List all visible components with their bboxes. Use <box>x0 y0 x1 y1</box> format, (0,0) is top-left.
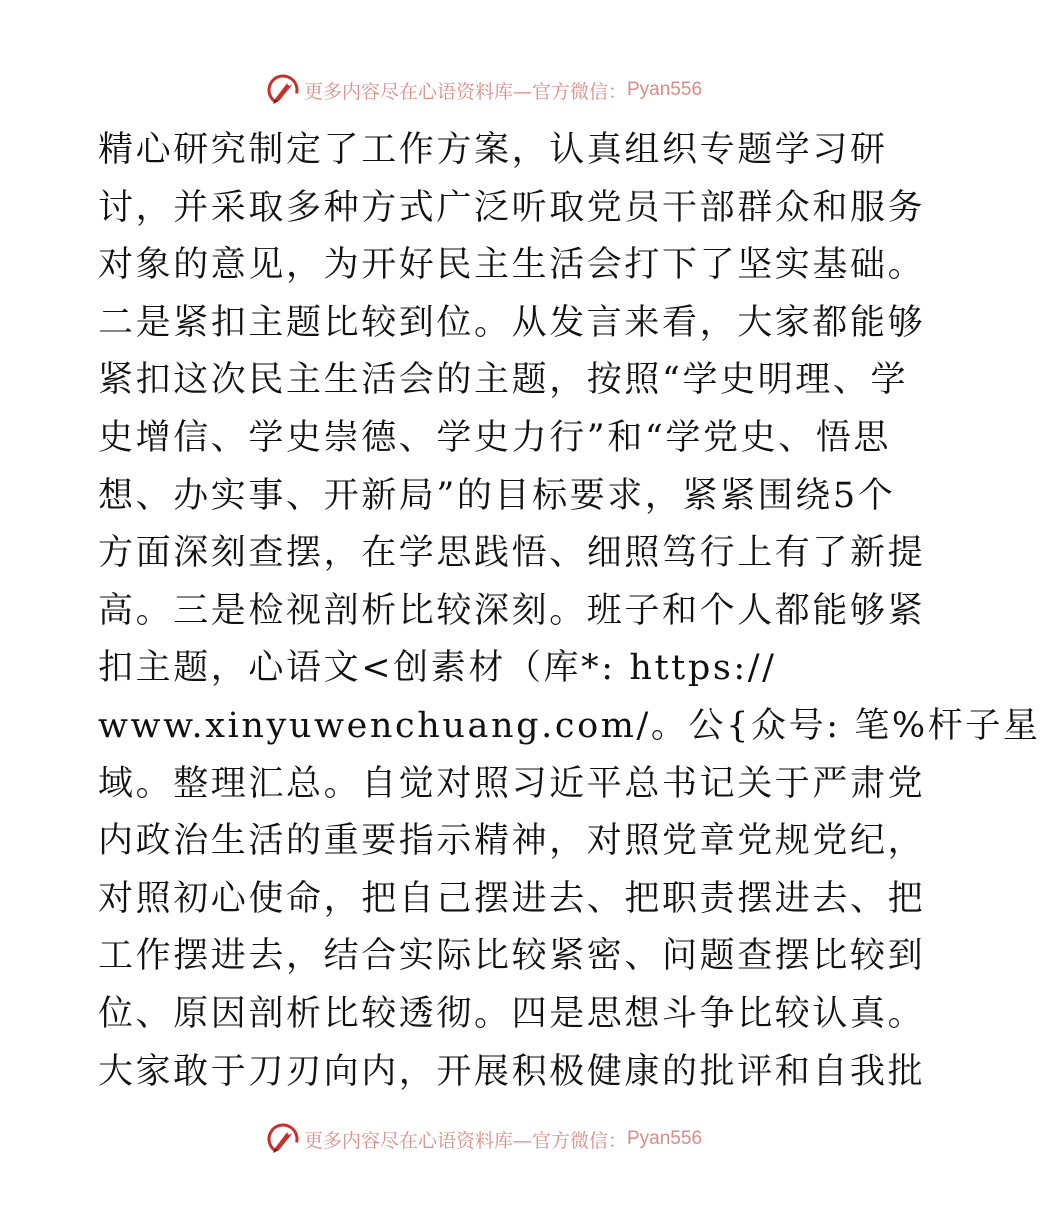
body-line: 大家敢于刀刃向内，开展积极健康的批评和自我批 <box>98 1051 926 1092</box>
body-line: 精心研究制定了工作方案，认真组织专题学习研 <box>98 130 888 170</box>
document-body <box>98 122 1041 1101</box>
body-line: 史增信、学史崇德、学史力行”和“学党史、悟思 <box>98 417 891 458</box>
body-line: 二是紧扣主题比较到位。从发言来看，大家都能够 <box>98 302 926 343</box>
footer-watermark-text: 更多内容尽在心语资料库—官方微信： <box>303 1129 627 1152</box>
body-line: 工作摆进去，结合实际比较紧密、问题查摆比较到 <box>98 936 926 977</box>
body-line: 内政治生活的重要指示精神，对照党章党规党纪， <box>98 821 926 862</box>
body-line: 位、原因剖析比较透彻。四是思想斗争比较认真。 <box>98 993 926 1034</box>
body-line: 扣主题，心语文<创素材（库*: https:// <box>98 648 777 689</box>
header-watermark-text: 更多内容尽在心语资料库—官方微信： <box>303 80 627 103</box>
body-line: 讨，并采取多种方式广泛听取党员干部群众和服务 <box>98 187 926 228</box>
body-line: 高。三是检视剖析比较深刻。班子和个人都能够紧 <box>98 590 926 631</box>
body-line: 对象的意见，为开好民主生活会打下了坚实基础。 <box>98 245 926 286</box>
footer-watermark-id: Pyan556 <box>627 1128 703 1149</box>
footer-watermark-inner <box>266 1122 702 1156</box>
body-line: 对照初心使命，把自己摆进去、把职责摆进去、把 <box>98 878 926 919</box>
body-line: 方面深刻查摆，在学思践悟、细照笃行上有了新提 <box>98 533 926 574</box>
header-watermark-inner <box>266 73 702 107</box>
header-watermark-banner <box>0 70 950 110</box>
footer-watermark-banner <box>0 1119 950 1159</box>
body-line: 紧扣这次民主生活会的主题，按照“学史明理、学 <box>98 360 909 401</box>
quill-pen-logo-icon <box>266 1122 300 1156</box>
body-line: 想、办实事、开新局”的目标要求，紧紧围绕5个 <box>98 475 896 516</box>
body-line: 域。整理汇总。自觉对照习近平总书记关于严肃党 <box>98 763 926 804</box>
header-watermark-id: Pyan556 <box>627 79 703 100</box>
quill-pen-logo-icon <box>266 73 300 107</box>
body-line: www.xinyuwenchuang.com/。公{众号: 笔%杆子星 <box>98 705 1041 746</box>
